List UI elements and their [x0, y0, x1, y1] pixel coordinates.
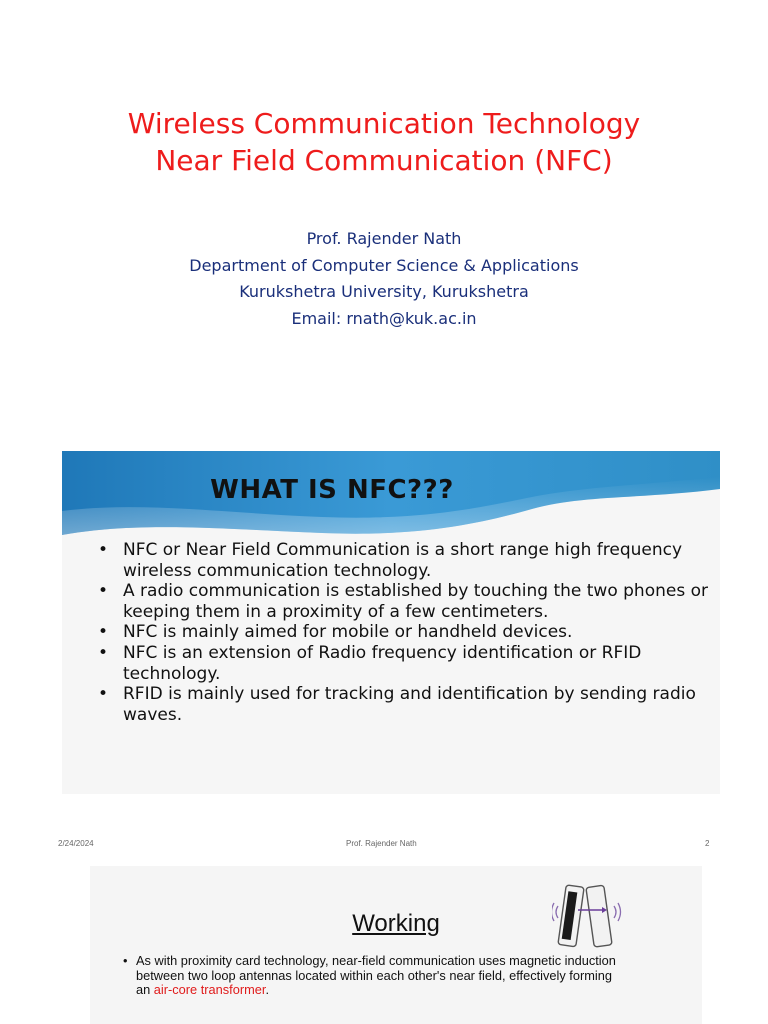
footer-date: 2/24/2024	[58, 839, 94, 848]
bullet-dot: •	[123, 953, 128, 968]
author-university: Kurukshetra University, Kurukshetra	[239, 282, 529, 301]
author-email: Email: rnath@kuk.ac.in	[291, 308, 477, 328]
list-item: • A radio communication is established by touching the two phones or keeping them in a proximity of a few centimeters.	[94, 581, 714, 622]
presentation-title	[0, 105, 768, 179]
slide-heading: WHAT IS NFC???	[210, 475, 454, 505]
list-item: • NFC is mainly aimed for mobile or handheld devices.	[94, 622, 714, 643]
list-item: • RFID is mainly used for tracking and identification by sending radio waves.	[94, 684, 714, 725]
footer-author: Prof. Rajender Nath	[346, 839, 417, 848]
slide-working	[90, 866, 702, 1024]
bullet-text: As with proximity card technology, near-field communication uses magnetic induction between two loop antennas located within each other's near field, effectively forming an	[136, 953, 616, 997]
nfc-phones-icon	[552, 880, 628, 952]
author-department: Department of Computer Science & Applications	[189, 255, 579, 275]
slide-heading: Working	[352, 910, 440, 937]
author-block	[0, 226, 768, 332]
slide-what-is-nfc	[62, 451, 720, 794]
title-line-1: Wireless Communication Technology	[127, 107, 641, 140]
bullet-text-end: .	[265, 982, 270, 997]
author-name: Prof. Rajender Nath	[306, 229, 462, 248]
footer-page-number: 2	[705, 839, 710, 848]
list-item: • NFC is an extension of Radio frequency identification or RFID technology.	[94, 643, 714, 684]
title-line-2: Near Field Communication (NFC)	[155, 144, 613, 177]
air-core-transformer-link: air-core transformer	[153, 982, 266, 997]
list-item: • NFC or Near Field Communication is a short range high frequency wireless communication technology.	[94, 540, 714, 581]
nfc-bullet-list	[94, 540, 714, 725]
list-item	[123, 953, 616, 998]
